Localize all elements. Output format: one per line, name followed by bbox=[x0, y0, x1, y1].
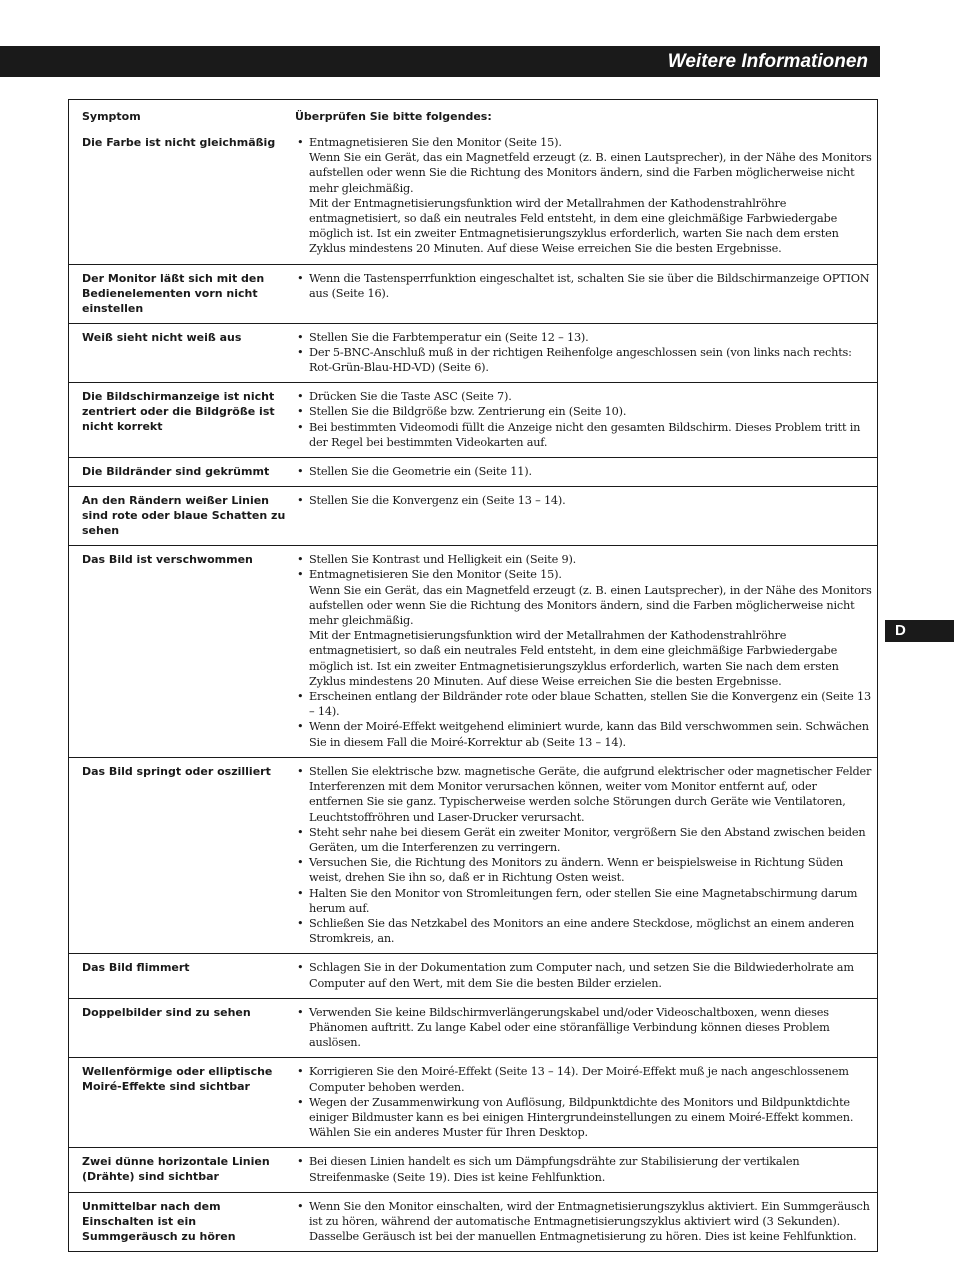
check-item bbox=[295, 719, 874, 749]
symptom-cell: Das Bild springt oder oszilliert bbox=[82, 764, 271, 778]
check-list bbox=[295, 552, 874, 750]
check-item bbox=[295, 1154, 874, 1184]
check-list bbox=[295, 464, 874, 479]
check-item-text: Mit der Entmagnetisierungsfunktion wird der Metallrahmen der Kathodenstrahlröhre entmagnetisiert, so daß ein neutrales Feld entsteht, in dem eine gleichmäßige Farbwiedergabe möglich ist. Ist ein zweiter Entmagnetisierungszyklus erforderlich, warten Sie nach dem ersten Zyklus mindestens 20 Minuten. Auf diese Weise erreichen Sie die besten Ergebnisse. bbox=[309, 196, 839, 256]
check-item bbox=[295, 135, 874, 257]
check-item bbox=[295, 404, 874, 419]
table-row bbox=[69, 757, 877, 953]
table-row bbox=[69, 953, 877, 997]
check-item-text: • Wegen der Zusammenwirkung von Auflösung, Bildpunktdichte des Monitors und Bildpunktdichte einiger Bildmuster kann es bei einigen Hintergrundeinstellungen zu einem Moiré-Effekt kommen. Wählen Sie ein anderes Muster für Ihren Desktop. bbox=[309, 1095, 854, 1140]
check-item bbox=[295, 1199, 874, 1245]
column-header-symptom: Symptom bbox=[82, 110, 141, 123]
table-row bbox=[69, 998, 877, 1058]
check-item-text: • Wenn Sie den Monitor einschalten, wird der Entmagnetisierungszyklus aktiviert. Ein Summgeräusch ist zu hören, während der automatische Entmagnetisierungszyklus aktiviert wird (3 Sekunden). Dasselbe Geräusch ist bei der manuellen Entmagnetisierung zu hören. Dies ist keine Fehlfunktion. bbox=[309, 1199, 870, 1244]
check-list bbox=[295, 1199, 874, 1245]
check-item-text: • Korrigieren Sie den Moiré-Effekt (Seite 13 – 14). Der Moiré-Effekt muß je nach angeschlossenem Computer behoben werden. bbox=[309, 1065, 849, 1094]
check-item bbox=[295, 1064, 874, 1094]
check-item-text: Wenn Sie ein Gerät, das ein Magnetfeld erzeugt (z. B. einen Lautsprecher), in der Nähe des Monitors aufstellen oder wenn Sie die Richtung des Monitors ändern, sind die Farben möglicherweise nicht mehr gleichmäßig. bbox=[309, 583, 872, 628]
table-row bbox=[69, 323, 877, 383]
table-row bbox=[69, 1057, 877, 1147]
check-list bbox=[295, 1005, 874, 1051]
check-item bbox=[295, 330, 874, 345]
check-item-text: • Bei diesen Linien handelt es sich um Dämpfungsdrähte zur Stabilisierung der vertikalen Streifenmaske (Seite 19). Dies ist keine Fehlfunktion. bbox=[309, 1155, 800, 1184]
check-item-text: • Stellen Sie die Konvergenz ein (Seite 13 – 14). bbox=[309, 494, 566, 508]
symptom-cell: Unmittelbar nach dem Einschalten ist ein Summgeräusch zu hören bbox=[82, 1199, 236, 1243]
check-item-text: • Stellen Sie die Bildgröße bzw. Zentrierung ein (Seite 10). bbox=[309, 405, 627, 419]
check-list bbox=[295, 271, 874, 301]
check-item bbox=[295, 345, 874, 375]
check-item-text: • Steht sehr nahe bei diesem Gerät ein zweiter Monitor, vergrößern Sie den Abstand zwischen beiden Geräten, um die Interferenzen zu verringern. bbox=[309, 825, 866, 854]
check-item bbox=[295, 493, 874, 508]
check-cell bbox=[295, 265, 877, 323]
check-cell bbox=[295, 1148, 877, 1191]
check-cell bbox=[295, 487, 877, 545]
table-row bbox=[69, 129, 877, 264]
check-item-text: • Bei bestimmten Videomodi füllt die Anzeige nicht den gesamten Bildschirm. Dieses Problem tritt in der Regel bei bestimmten Videokarten auf. bbox=[309, 420, 861, 449]
column-header-check: Überprüfen Sie bitte folgendes: bbox=[295, 110, 492, 123]
symptom-cell: Das Bild flimmert bbox=[82, 961, 190, 975]
check-item bbox=[295, 567, 874, 689]
check-item bbox=[295, 764, 874, 825]
symptom-cell: Doppelbilder sind zu sehen bbox=[82, 1005, 251, 1019]
table-row bbox=[69, 457, 877, 486]
check-item-text: • Wenn der Moiré-Effekt weitgehend eliminiert wurde, kann das Bild verschwommen sein. Schwächen Sie in diesem Fall die Moiré-Korrektur ab (Seite 13 – 14). bbox=[309, 720, 869, 749]
language-tab bbox=[885, 620, 954, 642]
check-item bbox=[295, 420, 874, 450]
language-tab-label: D bbox=[895, 622, 906, 639]
check-cell bbox=[295, 999, 877, 1058]
check-item-text: • Der 5-BNC-Anschluß muß in der richtigen Reihenfolge angeschlossen sein (von links nach rechts: Rot-Grün-Blau-HD-VD) (Seite 6). bbox=[309, 345, 852, 375]
check-list bbox=[295, 389, 874, 450]
check-list bbox=[295, 764, 874, 946]
section-title: Weitere Informationen bbox=[667, 51, 868, 72]
symptom-cell: Zwei dünne horizontale Linien (Drähte) sind sichtbar bbox=[82, 1155, 270, 1184]
check-item bbox=[295, 886, 874, 916]
check-item-text: • Drücken Sie die Taste ASC (Seite 7). bbox=[309, 390, 512, 404]
table-row bbox=[69, 545, 877, 757]
check-cell bbox=[295, 383, 877, 457]
check-item-text: Mit der Entmagnetisierungsfunktion wird der Metallrahmen der Kathodenstrahlröhre entmagnetisiert, so daß ein neutrales Feld entsteht, in dem eine gleichmäßige Farbwiedergabe möglich ist. Ist ein zweiter Entmagnetisierungszyklus erforderlich, warten Sie nach dem ersten Zyklus mindestens 20 Minuten. Auf diese Weise erreichen Sie die besten Ergebnisse. bbox=[309, 629, 839, 688]
check-item-text: • Schlagen Sie in der Dokumentation zum Computer nach, und setzen Sie die Bildwiederholrate am Computer auf den Wert, mit dem Sie die besten Bilder erzielen. bbox=[309, 961, 854, 990]
check-list bbox=[295, 330, 874, 376]
check-item bbox=[295, 689, 874, 719]
check-item bbox=[295, 855, 874, 885]
check-item bbox=[295, 552, 874, 567]
symptom-cell: Das Bild ist verschwommen bbox=[82, 553, 253, 567]
table-row bbox=[69, 486, 877, 545]
check-cell bbox=[295, 546, 877, 757]
table-row bbox=[69, 264, 877, 323]
troubleshooting-table bbox=[68, 99, 878, 1252]
check-item-text: • Erscheinen entlang der Bildränder rote oder blaue Schatten, stellen Sie die Konvergenz ein (Seite 13 – 14). bbox=[309, 690, 872, 719]
check-item bbox=[295, 916, 874, 946]
check-list bbox=[295, 960, 874, 990]
check-cell bbox=[295, 129, 877, 264]
table-body bbox=[69, 129, 877, 1251]
table-row bbox=[69, 382, 877, 457]
check-item-text: • Halten Sie den Monitor von Stromleitungen fern, oder stellen Sie eine Magnetabschirmung darum herum auf. bbox=[309, 886, 858, 915]
symptom-cell: Die Bildränder sind gekrümmt bbox=[82, 465, 270, 479]
check-list bbox=[295, 135, 874, 257]
check-item bbox=[295, 464, 874, 479]
check-cell bbox=[295, 954, 877, 997]
symptom-cell: Die Farbe ist nicht gleichmäßig bbox=[82, 136, 276, 149]
check-item-text: Wenn Sie ein Gerät, das ein Magnetfeld erzeugt (z. B. einen Lautsprecher), in der Nähe des Monitors aufstellen oder wenn Sie die Richtung des Monitors ändern, sind die Farben möglicherweise nicht mehr gleichmäßig. bbox=[309, 151, 872, 195]
check-item bbox=[295, 960, 874, 990]
check-item-text: • Entmagnetisieren Sie den Monitor (Seite 15). bbox=[309, 568, 562, 582]
symptom-cell: An den Rändern weißer Linien sind rote oder blaue Schatten zu sehen bbox=[82, 494, 286, 538]
check-item bbox=[295, 271, 874, 301]
check-cell bbox=[295, 758, 877, 953]
symptom-cell: Die Bildschirmanzeige ist nicht zentriert oder die Bildgröße ist nicht korrekt bbox=[82, 390, 275, 434]
check-item-text: • Stellen Sie die Geometrie ein (Seite 11). bbox=[309, 465, 532, 479]
check-list bbox=[295, 1064, 874, 1140]
check-item-text: • Wenn die Tastensperrfunktion eingeschaltet ist, schalten Sie sie über die Bildschirmanzeige OPTION aus (Seite 16). bbox=[309, 271, 870, 300]
check-item-text: • Stellen Sie elektrische bzw. magnetische Geräte, die aufgrund elektrischer oder magnetischer Felder Interferenzen mit dem Monitor verursachen können, weiter vom Monitor entfernt auf, oder entfernen Sie sie ganz. Typischerweise werden solche Störungen durch Geräte wie Ventilatoren, Leuchtstoffröhren und Laser-Drucker verursacht. bbox=[309, 764, 872, 824]
symptom-cell: Weiß sieht nicht weiß aus bbox=[82, 330, 242, 344]
section-header-bar bbox=[0, 46, 880, 77]
check-cell bbox=[295, 1193, 877, 1252]
check-cell bbox=[295, 324, 877, 383]
check-item bbox=[295, 825, 874, 855]
check-list bbox=[295, 493, 874, 508]
table-row bbox=[69, 1192, 877, 1252]
check-cell bbox=[295, 1058, 877, 1147]
check-item bbox=[295, 389, 874, 404]
check-item-text: • Schließen Sie das Netzkabel des Monitors an eine andere Steckdose, möglichst an einem anderen Stromkreis, an. bbox=[309, 916, 855, 946]
check-item-text: • Verwenden Sie keine Bildschirmverlängerungskabel und/oder Videoschaltboxen, wenn dieses Phänomen auftritt. Zu lange Kabel oder eine störanfällige Verbindung können dieses Problem auslösen. bbox=[309, 1005, 830, 1050]
check-item-text: • Stellen Sie Kontrast und Helligkeit ein (Seite 9). bbox=[309, 553, 577, 567]
check-item-text: • Versuchen Sie, die Richtung des Monitors zu ändern. Wenn er beispielsweise in Richtung Süden weist, drehen Sie ihn so, daß er in Richtung Osten weist. bbox=[309, 856, 844, 885]
symptom-cell: Der Monitor läßt sich mit den Bedienelementen vorn nicht einstellen bbox=[82, 271, 265, 315]
table-header-row bbox=[69, 100, 877, 129]
check-cell bbox=[295, 458, 877, 486]
table-row bbox=[69, 1147, 877, 1191]
check-item bbox=[295, 1005, 874, 1051]
symptom-cell: Wellenförmige oder elliptische Moiré-Effekte sind sichtbar bbox=[82, 1065, 273, 1094]
check-item-text: • Stellen Sie die Farbtemperatur ein (Seite 12 – 13). bbox=[309, 330, 589, 344]
check-list bbox=[295, 1154, 874, 1184]
check-item bbox=[295, 1095, 874, 1141]
check-item-text: • Entmagnetisieren Sie den Monitor (Seite 15). bbox=[309, 136, 562, 149]
